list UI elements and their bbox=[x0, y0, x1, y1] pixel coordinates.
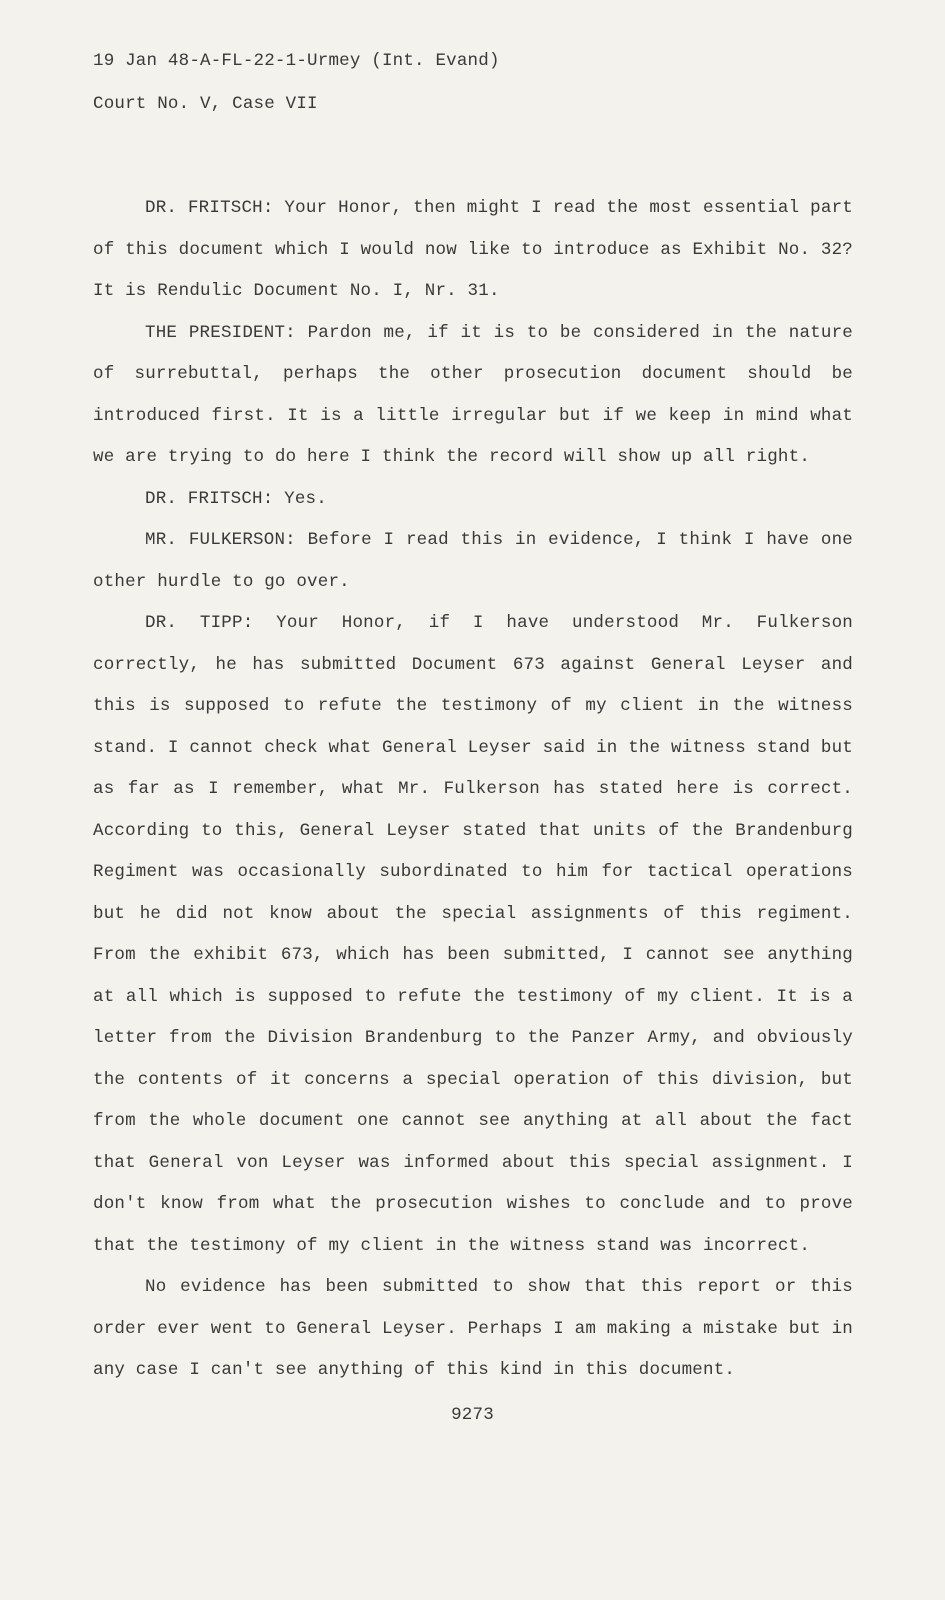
paragraph-fritsch-yes: DR. FRITSCH: Yes. bbox=[145, 488, 327, 509]
page-number: 9273 bbox=[451, 1405, 494, 1425]
paragraph-fritsch-exhibit: DR. FRITSCH: Your Honor, then might I read the most essential part of this document which I would now like to introduce as Exhibit No. 32? It is Rendulic Document No. I, Nr. 31. bbox=[93, 198, 853, 301]
document-header bbox=[93, 46, 893, 132]
transcript-reference: 19 Jan 48-A-FL-22-1-Urmey (Int. Evand) bbox=[93, 51, 500, 71]
court-case-line: Court No. V, Case VII bbox=[93, 94, 318, 114]
transcript-body bbox=[93, 188, 853, 1392]
paragraph-tipp-objection: DR. TIPP: Your Honor, if I have understood Mr. Fulkerson correctly, he has submitted Document 673 against General Leyser and this is supposed to refute the testimony of my client in the witness stand. I cannot check what General Leyser said in the witness stand but as far as I remember, what Mr. Fulkerson has stated here is correct. According to this, General Leyser stated that units of the Brandenburg Regiment was occasionally subordinated to him for tactical operations but he did not know about the special assignments of this regiment. From the exhibit 673, which has been submitted, I cannot see anything at all which is supposed to refute the testimony of my client. It is a letter from the Division Brandenburg to the Panzer Army, and obviously the contents of it concerns a special operation of this division, but from the whole document one cannot see anything at all about the fact that General von Leyser was informed about this special assignment. I don't know from what the prosecution wishes to conclude and to prove that the testimony of my client in the witness stand was incorrect. bbox=[93, 613, 853, 1256]
paragraph-fulkerson-hurdle: MR. FULKERSON: Before I read this in evidence, I think I have one other hurdle to go over. bbox=[93, 530, 853, 592]
paragraph-president-surrebuttal: THE PRESIDENT: Pardon me, if it is to be considered in the nature of surrebuttal, perhaps the other prosecution document should be introduced first. It is a little irregular but if we keep in mind what we are trying to do here I think the record will show up all right. bbox=[93, 322, 853, 467]
paragraph-no-evidence: No evidence has been submitted to show that this report or this order ever went to General Leyser. Perhaps I am making a mistake but in any case I can't see anything of this kind in this document. bbox=[93, 1277, 853, 1380]
